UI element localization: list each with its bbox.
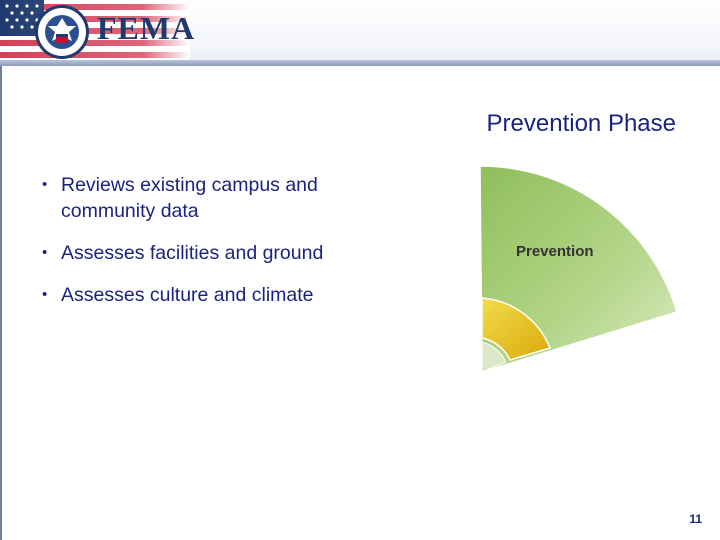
bullet-list [40,172,350,324]
bullet-text: Assesses culture and climate [61,284,314,306]
bullet-text: Reviews existing campus and community data [61,174,318,222]
header-divider [0,60,720,66]
page-number: 11 [689,512,702,526]
bullet-item [40,172,350,224]
bullet-icon: • [42,176,48,193]
bullet-icon: • [42,244,48,261]
bullet-text: Assesses facilities and ground [61,242,324,264]
header [0,0,720,66]
fema-logo-text: FEMA [97,10,196,46]
bullet-item [40,282,350,308]
bullet-item [40,240,350,266]
prevention-diagram [470,160,690,385]
dhs-seal-icon [34,4,90,60]
bullet-icon: • [42,286,48,303]
left-border [0,66,2,540]
slide-title: Prevention Phase [486,110,676,137]
diagram-label: Prevention [516,243,594,260]
